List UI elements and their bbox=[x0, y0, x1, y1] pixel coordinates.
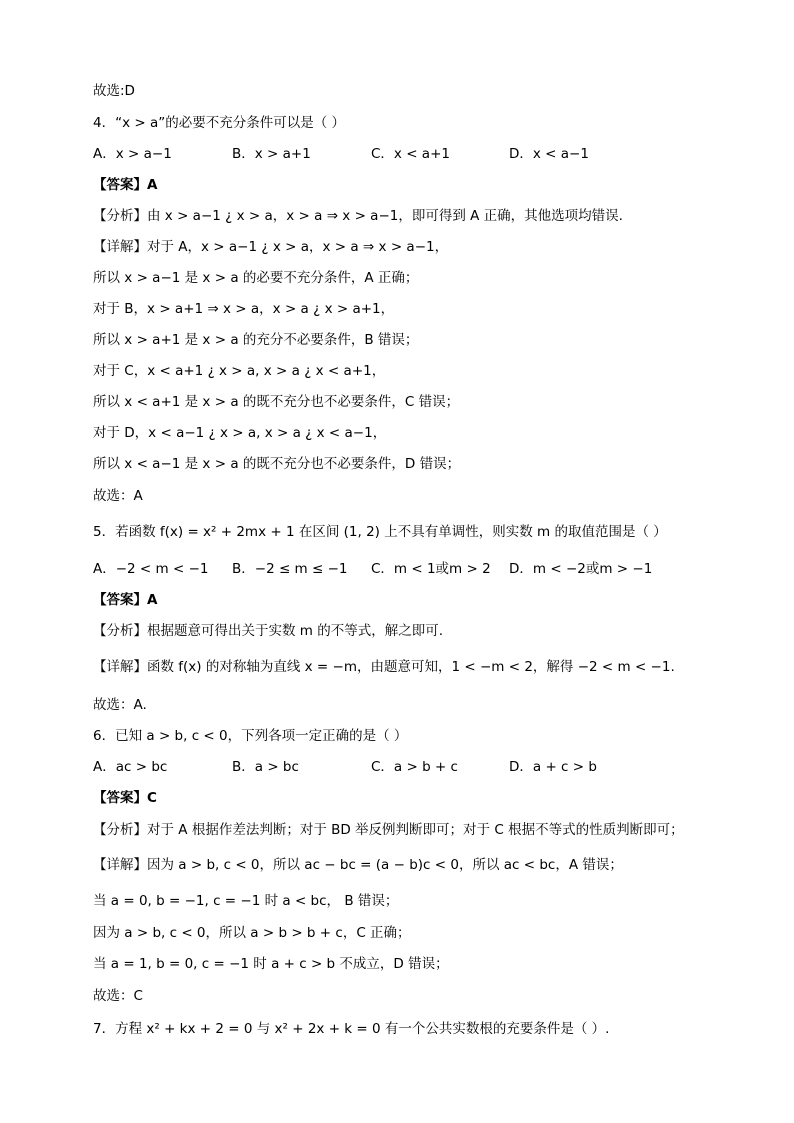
answer-label: 【答案】A bbox=[93, 177, 158, 193]
option-c: C．m < 1或m > 2 bbox=[371, 561, 491, 577]
text-line: 所以 x < a+1 是 x > a 的既不充分也不必要条件，C 错误； bbox=[93, 394, 460, 410]
option-a: A．−2 < m < −1 bbox=[93, 561, 209, 577]
text-line: 所以 x < a−1 是 x > a 的既不充分也不必要条件，D 错误； bbox=[93, 456, 461, 472]
analysis-text: 【分析】对于 A 根据作差法判断；对于 BD 举反例判断即可；对于 C 根据不等式的性质判断即可； bbox=[93, 822, 684, 838]
option-d: D．m < −2或m > −1 bbox=[509, 561, 653, 577]
question-5-stem: 5．若函数 f(x) = x² + 2mx + 1 在区间 (1, 2) 上不具有单调性，则实数 m 的取值范围是（ ） bbox=[93, 524, 667, 540]
option-a: A．x > a−1 bbox=[93, 146, 172, 162]
analysis-text: 【分析】由 x > a−1 ¿ x > a，x > a ⇒ x > a−1，即可得到 A 正确，其他选项均错误. bbox=[93, 208, 623, 224]
option-a: A．ac > bc bbox=[93, 759, 168, 775]
text-line: 当 a = 0, b = −1, c = −1 时 a < bc， B 错误； bbox=[93, 893, 399, 909]
question-4-stem: 4．“x > a”的必要不充分条件可以是（ ） bbox=[93, 115, 346, 131]
question-4-options bbox=[93, 144, 793, 164]
option-d: D．x < a−1 bbox=[509, 146, 589, 162]
text-line: 所以 x > a−1 是 x > a 的必要不充分条件，A 正确； bbox=[93, 270, 419, 286]
text-line: 对于 D，x < a−1 ¿ x > a, x > a ¿ x < a−1， bbox=[93, 425, 387, 441]
text-line: 故选：A. bbox=[93, 697, 147, 713]
question-6-options bbox=[93, 757, 793, 777]
answer-label: 【答案】C bbox=[93, 790, 157, 806]
text-line: 因为 a > b, c < 0，所以 a > b > b + c，C 正确； bbox=[93, 925, 411, 941]
option-b: B．x > a+1 bbox=[232, 146, 311, 162]
text-line: 对于 C，x < a+1 ¿ x > a, x > a ¿ x < a+1， bbox=[93, 363, 386, 379]
option-c: C．a > b + c bbox=[371, 759, 458, 775]
option-d: D．a + c > b bbox=[509, 759, 597, 775]
analysis-text: 【分析】根据题意可得出关于实数 m 的不等式，解之即可. bbox=[93, 623, 444, 639]
detail-text: 【详解】函数 f(x) 的对称轴为直线 x = −m，由题意可知，1 < −m < 2，解得 −2 < m < −1. bbox=[93, 659, 675, 675]
detail-text: 【详解】对于 A，x > a−1 ¿ x > a，x > a ⇒ x > a−1， bbox=[93, 239, 449, 255]
question-7-stem: 7．方程 x² + kx + 2 = 0 与 x² + 2x + k = 0 有一个公共实数根的充要条件是（ ）. bbox=[93, 1021, 610, 1037]
question-6-stem: 6．已知 a > b, c < 0，下列各项一定正确的是（ ） bbox=[93, 728, 408, 744]
option-c: C．x < a+1 bbox=[371, 146, 450, 162]
text-line: 对于 B，x > a+1 ⇒ x > a，x > a ¿ x > a+1， bbox=[93, 301, 395, 317]
text-line: 所以 x > a+1 是 x > a 的充分不必要条件，B 错误； bbox=[93, 332, 419, 348]
question-5-options bbox=[93, 559, 793, 579]
text-line: 故选：C bbox=[93, 988, 143, 1004]
option-b: B．−2 ≤ m ≤ −1 bbox=[232, 561, 348, 577]
text-line: 当 a = 1, b = 0, c = −1 时 a + c > b 不成立，D 错误； bbox=[93, 956, 449, 972]
option-b: B．a > bc bbox=[232, 759, 299, 775]
answer-label: 【答案】A bbox=[93, 592, 158, 608]
text-line: 故选：A bbox=[93, 488, 143, 504]
detail-text: 【详解】因为 a > b, c < 0，所以 ac − bc = (a − b)c < 0，所以 ac < bc，A 错误； bbox=[93, 857, 623, 873]
text-line: 故选:D bbox=[93, 83, 135, 99]
